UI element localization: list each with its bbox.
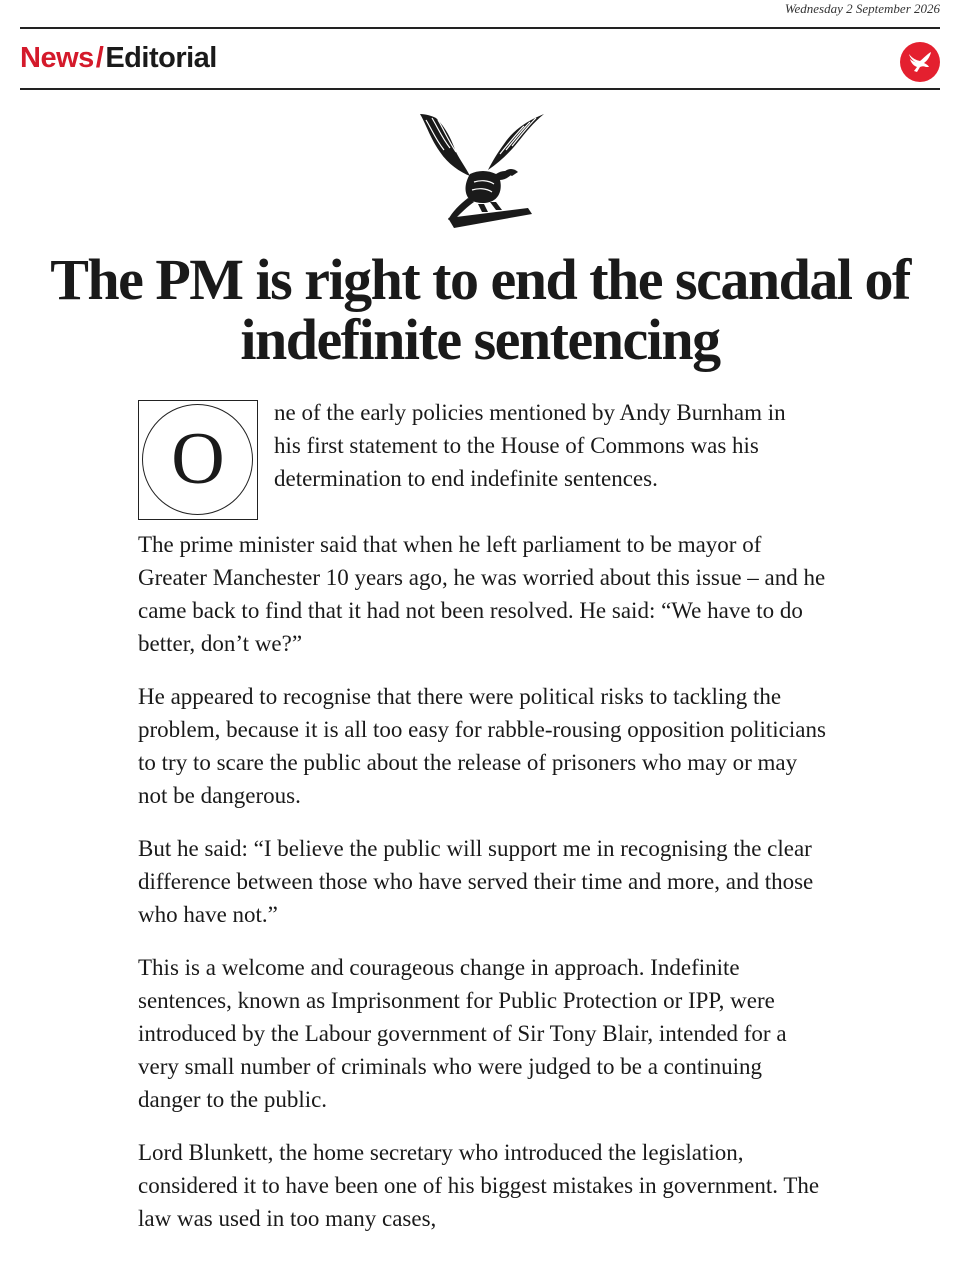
article-paragraph: Lord Blunkett, the home secretary who introduced the legislation, considered it to have been one of his biggest mistakes in government. The law was used in too many cases, (138, 1140, 820, 1231)
dropcap-letter: O (171, 418, 225, 500)
header-rule-top (20, 27, 940, 29)
dateline: Wednesday 2 September 2026 (784, 1, 940, 16)
section-breadcrumb (20, 40, 217, 76)
section-separator: / (95, 42, 104, 74)
section-header (20, 30, 940, 88)
section-editorial-link[interactable]: Editorial (105, 42, 217, 74)
dropcap-box (138, 400, 258, 520)
article-paragraph: But he said: “I believe the public will support me in recognising the clear difference between those who have served their time and more, and those who have not.” (138, 836, 814, 927)
article-headline: The PM is right to end the scandal of indefinite sentencing (50, 247, 910, 372)
article-paragraph: The prime minister said that when he left parliament to be mayor of Greater Manchester 10 years ago, he was worried about this issue – and he came back to find that it had not been resolved. He said: “We have to do better, don’t we?” (138, 532, 826, 656)
section-news-link[interactable]: News (20, 42, 94, 74)
article-paragraph: This is a welcome and courageous change in approach. Indefinite sentences, known as Imprisonment for Public Protection or IPP, were introduced by the Labour government of Sir Tony Blair, intended for a very small number of criminals who were judged to be a continuing danger to the public. (138, 955, 787, 1112)
brand-badge-eagle-icon[interactable] (900, 42, 940, 82)
eagle-logo-icon (408, 108, 554, 238)
article-paragraph: He appeared to recognise that there were political risks to tackling the problem, because it is all too easy for rabble-rousing opposition politicians to try to scare the public about the release of prisoners who may or may not be dangerous. (138, 684, 826, 808)
header-rule-bottom (20, 88, 940, 90)
lead-paragraph: ne of the early policies mentioned by Andy Burnham in his first statement to the House of Commons was his determination to end indefinite sentences. (274, 400, 786, 491)
article-body (138, 396, 828, 1255)
